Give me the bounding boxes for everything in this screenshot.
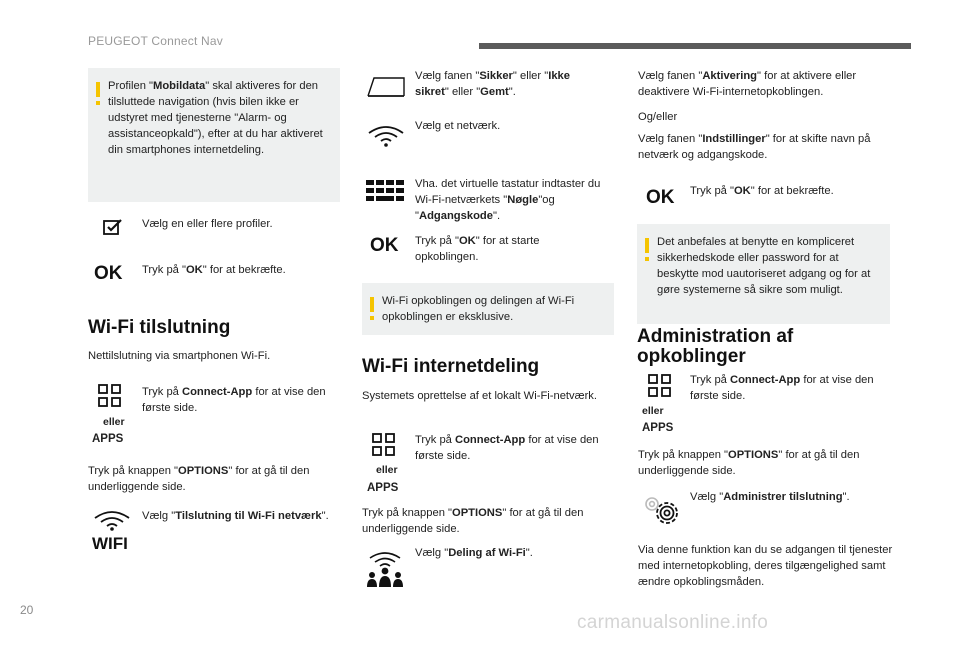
step-wifi-sharing: Vælg "Deling af Wi-Fi". xyxy=(415,547,533,559)
wifi-label: WIFI xyxy=(92,534,128,553)
info-icon xyxy=(370,297,374,312)
apps-label: APPS xyxy=(367,482,399,494)
step-connect-app: Tryk på Connect-App for at vise den første side. xyxy=(415,434,599,462)
watermark: carmanualsonline.info xyxy=(577,612,769,633)
heading-connection-management: Administration af opkoblinger xyxy=(637,326,794,367)
settings-text: Vælg fanen "Indstillinger" for at skifte navn på netværk og adgangskode. xyxy=(638,133,871,161)
info-icon xyxy=(96,82,100,97)
intro-wifi-connection: Nettilslutning via smartphonen Wi-Fi. xyxy=(88,350,271,362)
note-text: Profilen "Mobildata" skal aktiveres for den tilsluttede navigation (hvis bilen ikke er udstyret med tjenesterne "Alarm- og assistanceopkald"), efter at du har aktiveret din smartphones internetdeling. xyxy=(108,80,323,156)
ok-icon: OK xyxy=(646,187,675,208)
info-note-security xyxy=(637,224,890,324)
note-text: Det anbefales at benytte en kompliceret sikkerhedskode eller password for at beskytte mod uautoriseret adgang og for at gøre systemerne så sikre som muligt. xyxy=(657,236,871,296)
checkbox-check-icon xyxy=(102,218,124,236)
step-select-profiles: Vælg en eller flere profiler. xyxy=(142,218,273,230)
apps-label: APPS xyxy=(92,433,124,445)
info-note-mobile-data xyxy=(88,68,340,202)
step-ok-confirm: Tryk på "OK" for at bekræfte. xyxy=(142,264,286,276)
step-ok-start: Tryk på "OK" for at starte opkoblingen. xyxy=(415,235,540,263)
step-options: Tryk på knappen "OPTIONS" for at gå til den underliggende side. xyxy=(638,449,860,477)
step-wifi-network: Vælg "Tilslutning til Wi-Fi netværk". xyxy=(142,510,329,522)
page-number: 20 xyxy=(20,603,34,617)
step-connect-app: Tryk på Connect-App for at vise den første side. xyxy=(690,374,874,402)
and-or-text: Og/eller xyxy=(638,111,678,123)
or-label: eller xyxy=(642,405,664,417)
step-ok-confirm: Tryk på "OK" for at bekræfte. xyxy=(690,185,834,197)
apps-grid-icon xyxy=(648,374,672,398)
apps-grid-icon xyxy=(372,433,396,457)
heading-wifi-sharing: Wi-Fi internetdeling xyxy=(362,356,540,377)
keyboard-icon xyxy=(366,180,404,206)
tab-icon xyxy=(366,76,406,98)
ok-icon: OK xyxy=(370,235,399,256)
step-manage-connection: Vælg "Administrer tilslutning". xyxy=(690,491,850,503)
wifi-signal-icon xyxy=(366,124,406,148)
running-header: PEUGEOT Connect Nav xyxy=(88,34,223,48)
wifi-icon xyxy=(92,509,132,531)
ok-icon: OK xyxy=(94,263,123,284)
apps-label: APPS xyxy=(642,422,674,434)
heading-wifi-connection: Wi-Fi tilslutning xyxy=(88,317,231,338)
step-select-network: Vælg et netværk. xyxy=(415,120,501,132)
wifi-sharing-icon xyxy=(365,549,405,589)
step-connect-app: Tryk på Connect-App for at vise den første side. xyxy=(142,386,326,414)
step-select-tab: Vælg fanen "Sikker" eller "Ikke sikret" eller "Gemt". xyxy=(415,70,570,98)
apps-grid-icon xyxy=(98,384,122,408)
closing-text: Via denne funktion kan du se adgangen til tjenester med internetopkobling, deres tilgængelighed samt ændre opkoblingsmåden. xyxy=(638,544,893,588)
or-label: eller xyxy=(376,464,398,476)
step-keyboard: Vha. det virtuelle tastatur indtaster du Wi-Fi-netværkets "Nøgle"og "Adgangskode". xyxy=(415,178,601,222)
activation-text: Vælg fanen "Aktivering" for at aktivere eller deaktivere Wi-Fi-internetopkoblingen. xyxy=(638,70,857,98)
intro-wifi-sharing: Systemets oprettelse af et lokalt Wi-Fi-netværk. xyxy=(362,390,598,402)
header-bar xyxy=(479,43,911,49)
note-text: Wi-Fi opkoblingen og delingen af Wi-Fi opkoblingen er eksklusive. xyxy=(382,295,575,323)
info-note-exclusive xyxy=(362,283,614,335)
or-label: eller xyxy=(103,416,125,428)
step-options: Tryk på knappen "OPTIONS" for at gå til den underliggende side. xyxy=(362,507,584,535)
gear-settings-icon xyxy=(640,493,682,529)
info-icon xyxy=(645,238,649,253)
step-options: Tryk på knappen "OPTIONS" for at gå til den underliggende side. xyxy=(88,465,310,493)
